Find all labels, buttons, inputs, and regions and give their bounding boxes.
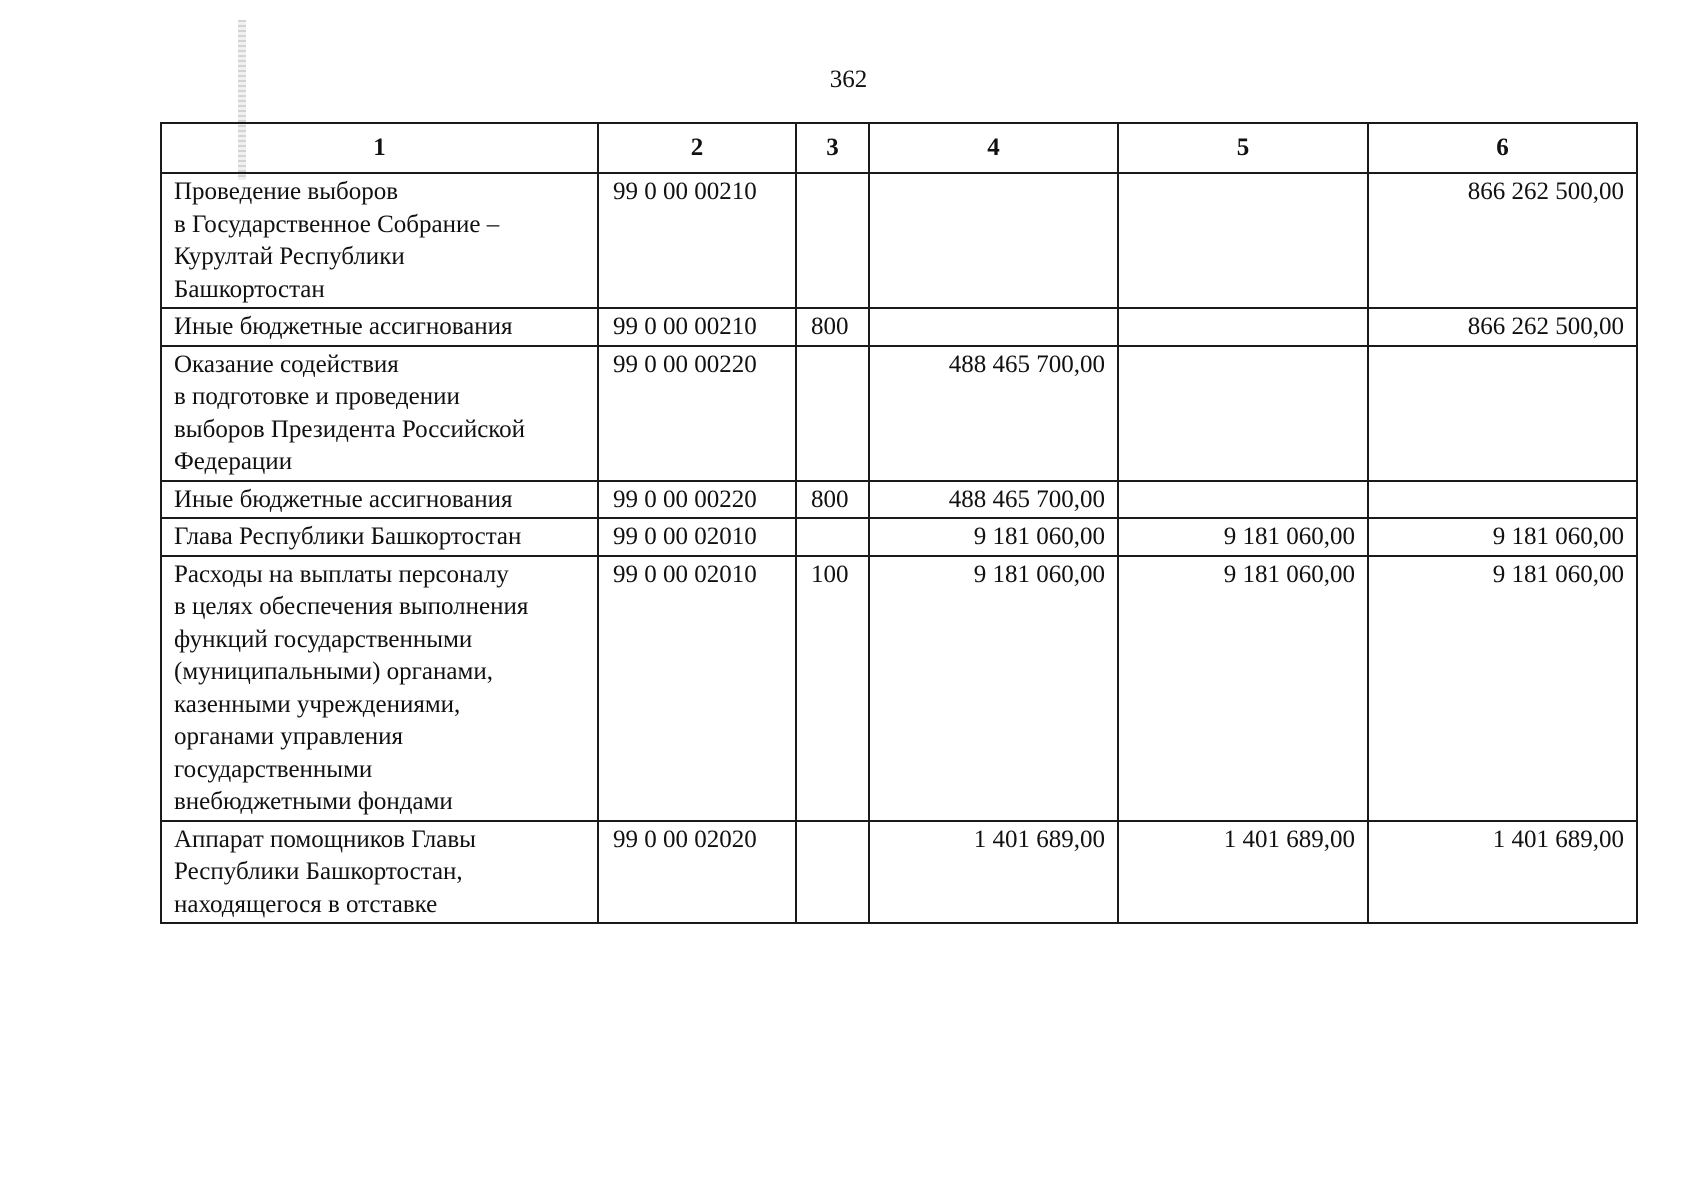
row-col-6	[1368, 346, 1637, 481]
row-type	[796, 821, 869, 924]
row-col-6: 1 401 689,00	[1368, 821, 1637, 924]
row-name: Иные бюджетные ассигнования	[161, 308, 598, 346]
row-col-6: 866 262 500,00	[1368, 173, 1637, 308]
row-col-6: 9 181 060,00	[1368, 556, 1637, 821]
row-col-5: 1 401 689,00	[1118, 821, 1368, 924]
row-name: Проведение выборов в Государственное Собрание – Курултай Республики Башкортостан	[161, 173, 598, 308]
row-col-5: 9 181 060,00	[1118, 518, 1368, 556]
row-name: Оказание содействия в подготовке и проведении выборов Президента Российской Федерации	[161, 346, 598, 481]
row-name: Глава Республики Башкортостан	[161, 518, 598, 556]
header-col-3: 3	[796, 123, 869, 173]
row-code: 99 0 00 00220	[598, 481, 796, 519]
page-number: 362	[829, 66, 868, 93]
row-type	[796, 518, 869, 556]
table-row	[161, 821, 1637, 924]
budget-table	[160, 122, 1638, 924]
row-code: 99 0 00 02020	[598, 821, 796, 924]
row-col-5	[1118, 346, 1368, 481]
table-row	[161, 518, 1637, 556]
row-col-4: 1 401 689,00	[869, 821, 1118, 924]
row-type: 100	[796, 556, 869, 821]
table-row	[161, 308, 1637, 346]
header-col-1: 1	[161, 123, 598, 173]
row-type	[796, 346, 869, 481]
row-code: 99 0 00 02010	[598, 518, 796, 556]
table-row	[161, 481, 1637, 519]
row-code: 99 0 00 00210	[598, 173, 796, 308]
header-row	[161, 123, 1637, 173]
row-code: 99 0 00 00220	[598, 346, 796, 481]
table-header	[161, 123, 1637, 173]
row-col-5	[1118, 173, 1368, 308]
row-col-6: 9 181 060,00	[1368, 518, 1637, 556]
header-col-4: 4	[869, 123, 1118, 173]
row-name: Иные бюджетные ассигнования	[161, 481, 598, 519]
row-type: 800	[796, 481, 869, 519]
row-name: Аппарат помощников Главы Республики Башкортостан, находящегося в отставке	[161, 821, 598, 924]
row-col-4: 9 181 060,00	[869, 556, 1118, 821]
row-code: 99 0 00 00210	[598, 308, 796, 346]
row-col-4: 488 465 700,00	[869, 346, 1118, 481]
row-col-4	[869, 308, 1118, 346]
table-row	[161, 556, 1637, 821]
row-type	[796, 173, 869, 308]
table-row	[161, 173, 1637, 308]
row-col-5: 9 181 060,00	[1118, 556, 1368, 821]
row-col-4: 9 181 060,00	[869, 518, 1118, 556]
row-type: 800	[796, 308, 869, 346]
table-row	[161, 346, 1637, 481]
row-col-6	[1368, 481, 1637, 519]
row-col-4	[869, 173, 1118, 308]
header-col-5: 5	[1118, 123, 1368, 173]
row-col-4: 488 465 700,00	[869, 481, 1118, 519]
header-col-6: 6	[1368, 123, 1637, 173]
row-code: 99 0 00 02010	[598, 556, 796, 821]
header-col-2: 2	[598, 123, 796, 173]
row-col-5	[1118, 481, 1368, 519]
table-body	[161, 173, 1637, 923]
row-col-5	[1118, 308, 1368, 346]
row-col-6: 866 262 500,00	[1368, 308, 1637, 346]
row-name: Расходы на выплаты персоналу в целях обеспечения выполнения функций государственными (муниципальными) органами, казенными учреждениями, органами управления государственными внебюджетными фондами	[161, 556, 598, 821]
